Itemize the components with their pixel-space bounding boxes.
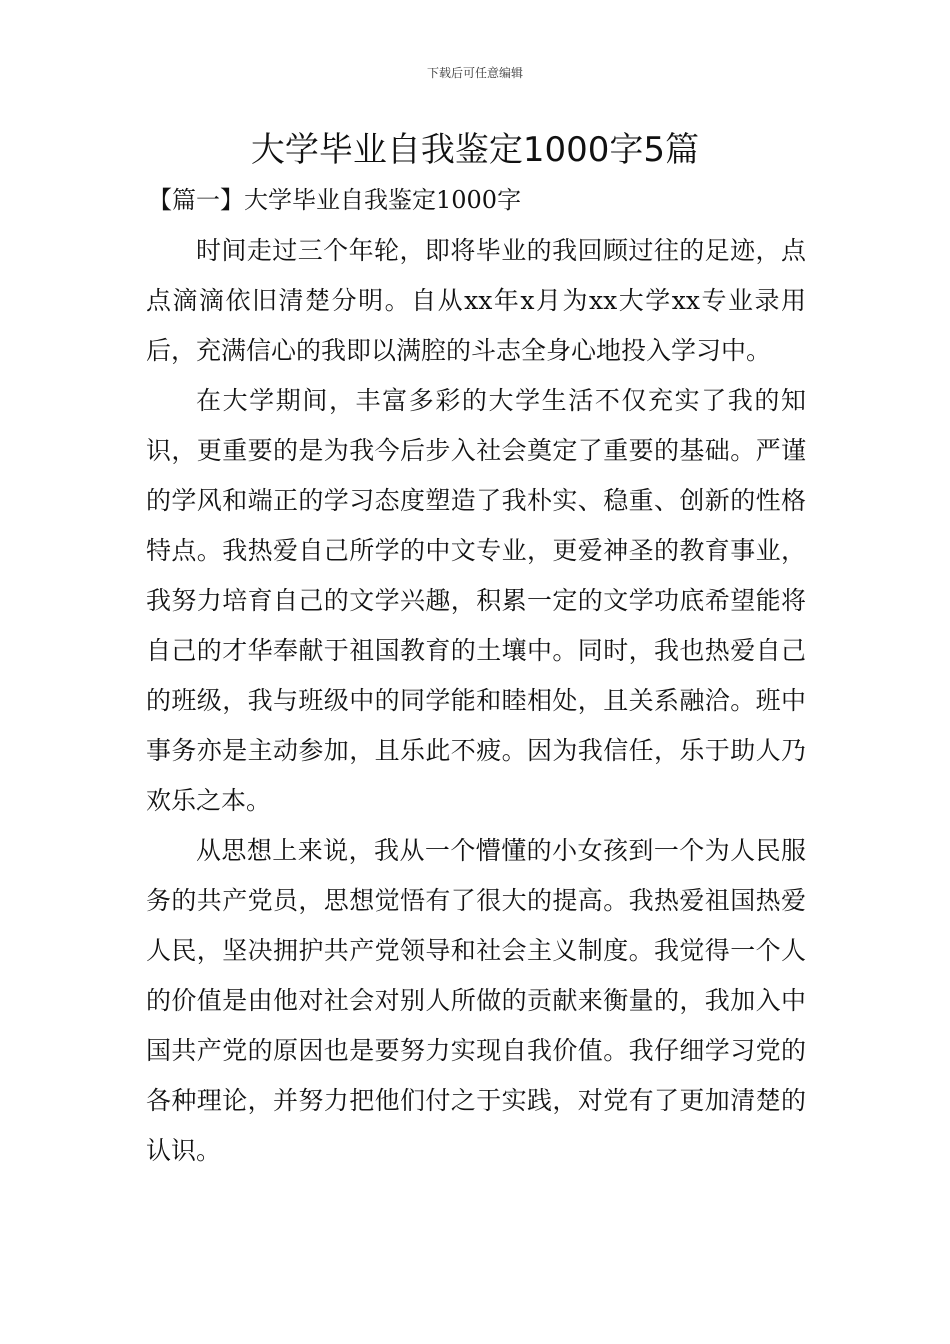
paragraph-1: 时间走过三个年轮，即将毕业的我回顾过往的足迹，点点滴滴依旧清楚分明。自从xx年x月为xx大学xx专业录用后，充满信心的我即以满腔的斗志全身心地投入学习中。 <box>146 236 806 365</box>
section-title: 【篇一】大学毕业自我鉴定1000字 <box>148 186 522 214</box>
paragraph-2: 在大学期间，丰富多彩的大学生活不仅充实了我的知识，更重要的是为我今后步入社会奠定了重要的基础。严谨的学风和端正的学习态度塑造了我朴实、稳重、创新的性格特点。我热爱自己所学的中文专业，更爱神圣的教育事业，我努力培育自己的文学兴趣，积累一定的文学功底希望能将自己的才华奉献于祖国教育的土壤中。同时，我也热爱自己的班级，我与班级中的同学能和睦相处，且关系融洽。班中事务亦是主动参加，且乐此不疲。因为我信任，乐于助人乃欢乐之本。 <box>146 386 806 815</box>
document-title: 大学毕业自我鉴定1000字5篇 <box>250 130 700 170</box>
body-text <box>146 226 806 1176</box>
paragraph-3: 从思想上来说，我从一个懵懂的小女孩到一个为人民服务的共产党员，思想觉悟有了很大的提高。我热爱祖国热爱人民，坚决拥护共产党领导和社会主义制度。我觉得一个人的价值是由他对社会对别人所做的贡献来衡量的，我加入中国共产党的原因也是要努力实现自我价值。我仔细学习党的各种理论，并努力把他们付之于实践，对党有了更加清楚的认识。 <box>146 836 806 1165</box>
header-note: 下载后可任意编辑 <box>426 66 523 80</box>
